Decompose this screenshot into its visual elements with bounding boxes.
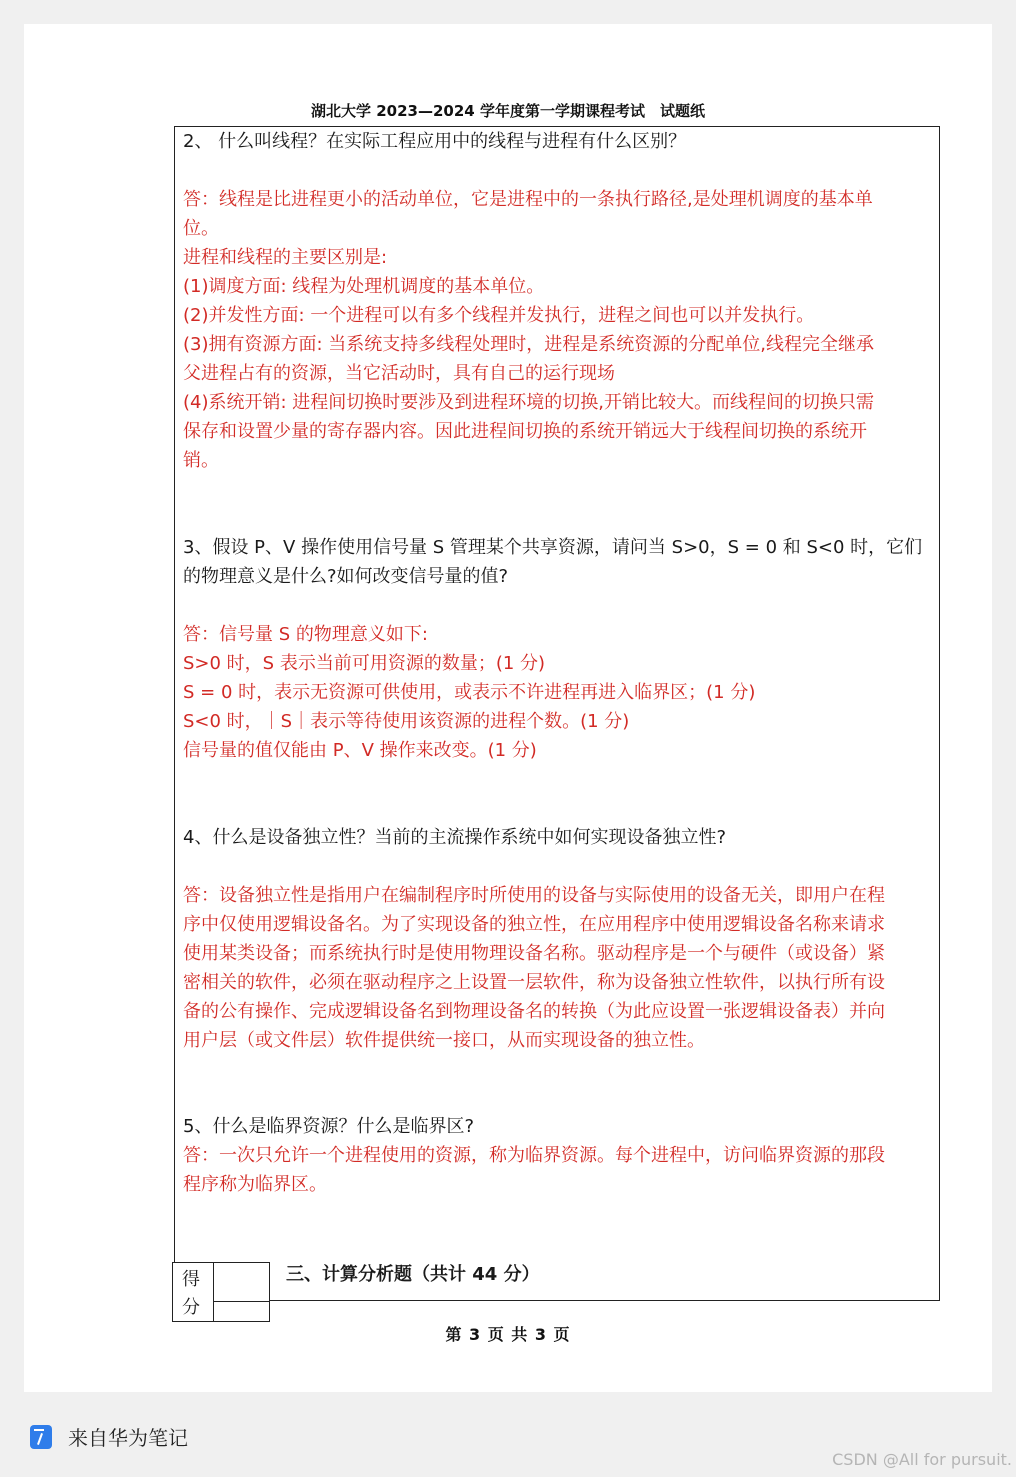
source-note-label: 来自华为笔记	[68, 1426, 188, 1450]
answer-2-line-5: (2)并发性方面: 一个进程可以有多个线程并发执行，进程之间也可以并发执行。	[183, 305, 815, 326]
answer-4-line-2: 序中仅使用逻辑设备名。为了实现设备的独立性，在应用程序中使用逻辑设备名称来请求	[183, 914, 885, 935]
answer-2-line-1: 答：线程是比进程更小的活动单位，它是进程中的一条执行路径,是处理机调度的基本单	[183, 189, 873, 210]
huawei-notes-icon	[30, 1425, 52, 1449]
answer-4-line-3: 使用某类设备；而系统执行时是使用物理设备名称。驱动程序是一个与硬件（或设备）紧	[183, 943, 885, 964]
question-3-line-2: 的物理意义是什么?如何改变信号量的值?	[183, 566, 509, 587]
question-2-line-1: 2、 什么叫线程？在实际工程应用中的线程与进程有什么区别？	[183, 131, 687, 152]
question-5-line-1: 5、什么是临界资源？什么是临界区?	[183, 1116, 475, 1137]
source-note[interactable]	[30, 1422, 188, 1451]
score-label-bottom: 分	[182, 1297, 200, 1318]
answer-2-line-3: 进程和线程的主要区别是:	[183, 247, 388, 268]
page-footer: 第 3 页 共 3 页	[445, 1325, 571, 1344]
question-box	[174, 126, 940, 1301]
answer-3-line-5: 信号量的值仅能由 P、V 操作来改变。(1 分)	[183, 740, 537, 761]
answer-3-line-1: 答：信号量 S 的物理意义如下:	[183, 624, 428, 645]
answer-5-line-2: 程序称为临界区。	[183, 1174, 327, 1195]
answer-2-line-10: 销。	[183, 450, 219, 471]
exam-page	[24, 24, 992, 1392]
answer-3-line-2: S>0 时，S 表示当前可用资源的数量；(1 分)	[183, 653, 546, 674]
answer-4-line-4: 密相关的软件，必须在驱动程序之上设置一层软件，称为设备独立性软件，以执行所有设	[183, 972, 885, 993]
section-3-title: 三、计算分析题（共计 44 分）	[286, 1264, 540, 1285]
watermark: CSDN @All for pursuit.	[832, 1450, 1012, 1469]
score-label-top: 得	[182, 1269, 200, 1290]
answer-2-line-8: (4)系统开销: 进程间切换时要涉及到进程环境的切换,开销比较大。而线程间的切换只需	[183, 392, 875, 413]
answer-4-line-5: 备的公有操作、完成逻辑设备名到物理设备名的转换（为此应设置一张逻辑设备表）并向	[183, 1001, 885, 1022]
answer-2-line-4: (1)调度方面: 线程为处理机调度的基本单位。	[183, 276, 545, 297]
answer-4-line-1: 答：设备独立性是指用户在编制程序时所使用的设备与实际使用的设备无关，即用户在程	[183, 885, 885, 906]
answer-5-line-1: 答：一次只允许一个进程使用的资源，称为临界资源。每个进程中，访问临界资源的那段	[183, 1145, 885, 1166]
answer-2-line-6: (3)拥有资源方面: 当系统支持多线程处理时，进程是系统资源的分配单位,线程完全继承	[183, 334, 875, 355]
question-3-line-1: 3、假设 P、V 操作使用信号量 S 管理某个共享资源，请问当 S>0，S = 0 和 S<0 时，它们	[183, 537, 923, 558]
answer-2-line-9: 保存和设置少量的寄存器内容。因此进程间切换的系统开销远大于线程间切换的系统开	[183, 421, 867, 442]
answer-2-line-7: 父进程占有的资源，当它活动时，具有自己的运行现场	[183, 363, 615, 384]
answer-2-line-2: 位。	[183, 218, 219, 239]
page-header: 湖北大学 2023—2024 学年度第一学期课程考试 试题纸	[311, 102, 705, 120]
answer-3-line-3: S = 0 时，表示无资源可供使用，或表示不许进程再进入临界区；(1 分)	[183, 682, 756, 703]
answer-4-line-6: 用户层（或文件层）软件提供统一接口，从而实现设备的独立性。	[183, 1030, 705, 1051]
answer-3-line-4: S<0 时，｜S｜表示等待使用该资源的进程个数。(1 分)	[183, 711, 630, 732]
question-4-line-1: 4、什么是设备独立性？当前的主流操作系统中如何实现设备独立性?	[183, 827, 727, 848]
score-box	[172, 1262, 270, 1322]
